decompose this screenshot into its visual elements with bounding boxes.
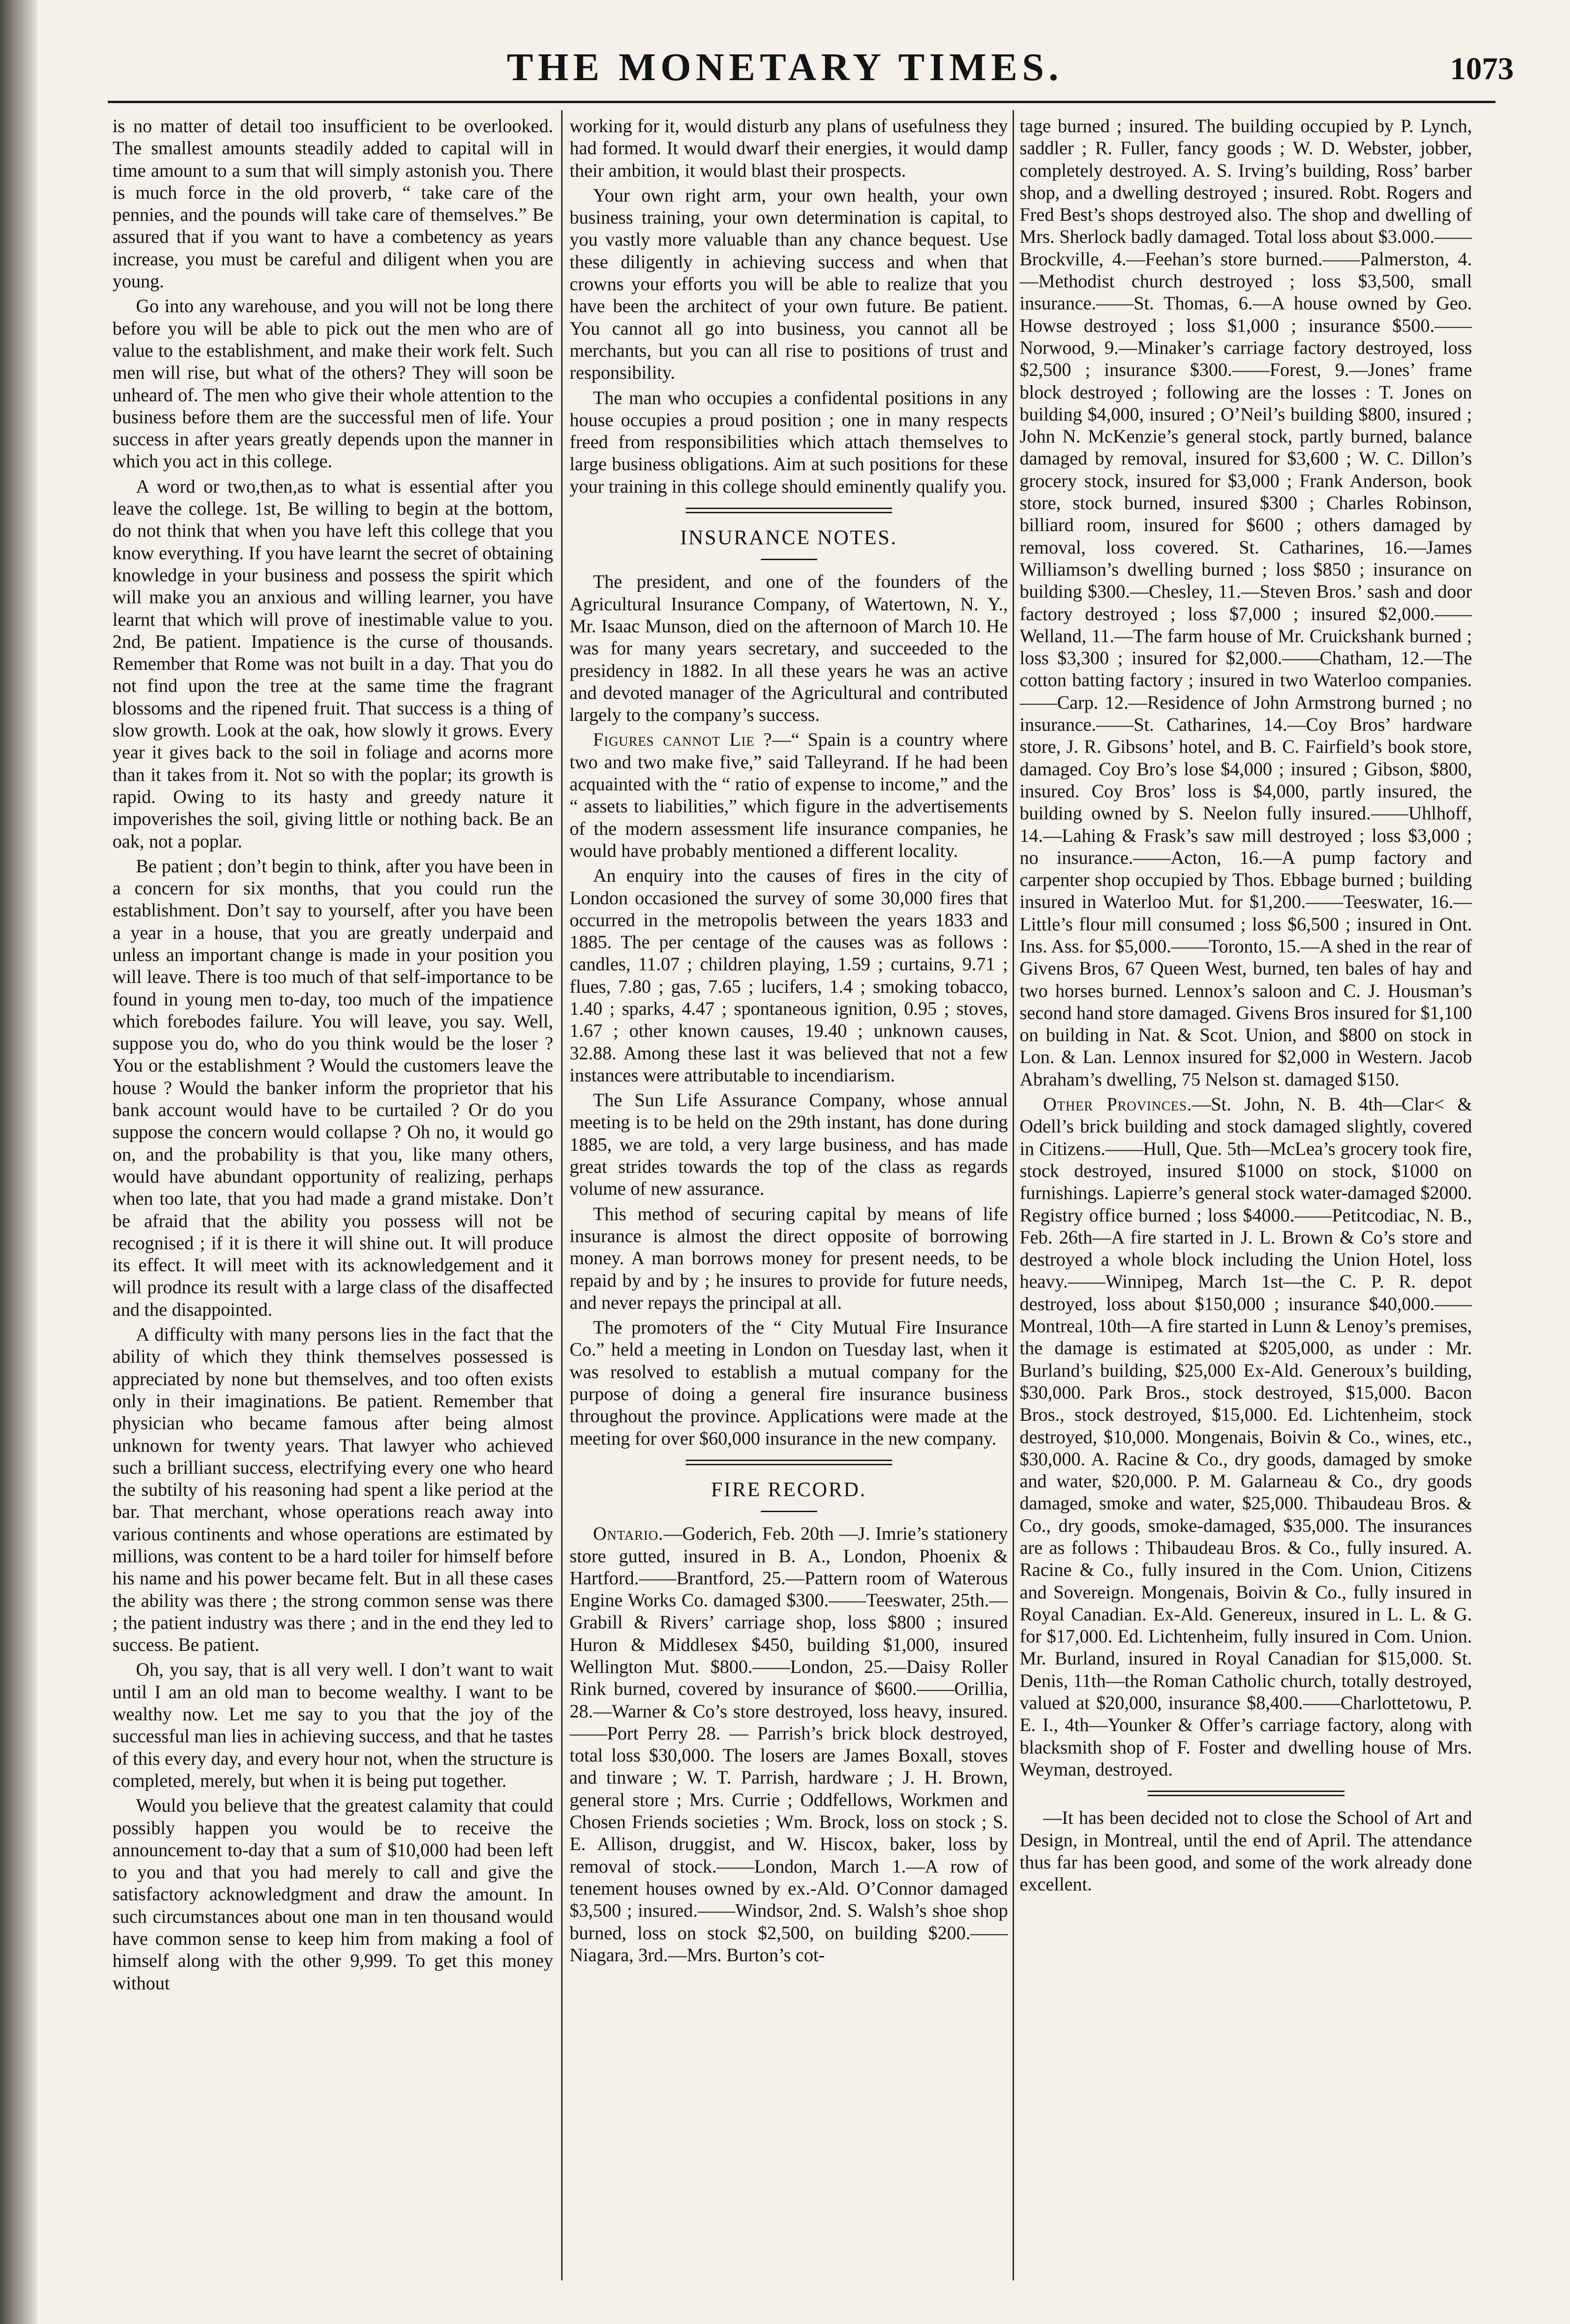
region-lead: Other Provinces. [1043,1094,1193,1115]
item-body: —“ Spain is a country where two and two make five,” said Talleyrand. If he had been acquainted with the “ ratio of expense to income,” and the “ assets to liabilities,” which figure in the advertisements of the modern assessment life insurance companies, he would have probably mentioned a different locality. [570,729,1008,861]
article-paragraph: A word or two,then,as to what is essential after you leave the college. 1st, Be willing to begin at the bottom, do not think that when you have left this college that you know everything. If you have learnt the secret of obtaining knowledge in your business and possess the spirit which will make you an anxious and willing learner, you have learnt that which will prove of inestimable value to you. 2nd, Be patient. Impatience is the curse of thousands. Remember that Rome was not built in a day. That you do not find upon the tree at the same time the fragrant blossoms and the ripened fruit. That success is a thing of slow growth. Look at the oak, how slowly it grows. Every year it gives back to the soil in foliage and acorns more than it takes from it. Not so with the poplar; its growth is rapid. Owing to its hasty and greedy nature it impoverishes the soil, giving little or nothing back. Be an oak, not a poplar. [113,475,553,852]
item-body: —Goderich, Feb. 20th —J. Imrie’s stationery store gutted, insured in B. A., London, Phoenix & Hartford.——Brantford, 25.—Pattern room of Waterous Engine Works Co. damaged $300.——Teeswater, 25th.—Grabill & Rivers’ carriage shop, loss $800 ; insured Huron & Middlesex $450, building $1,000, insured Wellington Mut. $800.——London, 25.—Daisy Roller Rink burned, covered by insurance of $600.——Orillia, 28.—Warner & Co’s store destroyed, loss heavy, insured.——Port Perry 28. — Parrish’s brick block destroyed, total loss $30,000. The losers are James Boxall, stoves and tinware ; W. T. Parrish, hardware ; J. H. Brown, general store ; Mrs. Currie ; Oddfellows, Workmen and Chosen Friends societies ; Wm. Brock, loss on stock ; S. E. Allison, druggist, and W. Hiscox, baker, loss by removal of stock.——London, March 1.—A row of tenement houses owned by ex.-Ald. O’Connor damaged $3,500 ; insured.——Windsor, 2nd. S. Walsh’s shoe shop burned, loss on stock $2,500, on building $200.——Niagara, 3rd.—Mrs. Burton’s cot- [570,1523,1008,1965]
masthead [0,45,1570,96]
article-paragraph: Your own right arm, your own health, your own business training, your own determination is capital, to you vastly more valuable than any chance bequest. Use these diligently in achieving success and when that crowns your efforts you will be able to realize that you have been the architect of your own future. Be patient. You cannot all go into business, you cannot all be merchants, but you can all rise to positions of trust and responsibility. [570,184,1008,383]
column-3 [1020,115,1472,2280]
item-lead: Figures cannot Lie ? [593,729,773,750]
column-divider-1 [561,110,563,2280]
heading-underline [761,1511,817,1512]
header-rule [108,101,1495,103]
news-item: An enquiry into the causes of fires in the city of London occasioned the survey of some 30,000 fires that occurred in the metropolis between the years 1833 and 1885. The per centage of the causes was as follows : candles, 11.07 ; children playing, 1.59 ; curtains, 9.71 ; flues, 7.80 ; gas, 7.65 ; lucifers, 1.4 ; smoking tobacco, 1.40 ; sparks, 4.47 ; spontaneous ignition, 0.95 ; stoves, 1.67 ; other known causes, 19.40 ; unknown causes, 32.88. Among these last it was believed that not a few instances were attributable to incendiarism. [570,865,1008,1086]
fire-record-heading: FIRE RECORD. [711,1477,867,1501]
page-spine-shadow [0,0,38,2324]
column-divider-2 [1013,110,1014,2280]
news-item: This method of securing capital by means of life insurance is almost the direct opposite of borrowing money. A man borrows money for present needs, to be repaid by and by ; he insures to provide for future needs, and never repays the principal at all. [570,1203,1008,1313]
page-number: 1073 [1450,51,1514,86]
news-item [570,1522,1008,1966]
region-lead: Ontario. [593,1523,664,1544]
insurance-notes-heading: INSURANCE NOTES. [680,526,898,549]
news-item [570,728,1008,862]
section-separator [686,508,892,513]
column-1 [113,115,553,2280]
article-paragraph: working for it, would disturb any plans of usefulness they had formed. It would dwarf their energies, it would damp their ambition, it would blast their prospects. [570,115,1008,181]
article-paragraph: is no matter of detail too insufficient to be overlooked. The smallest amounts steadily added to capital will in time amount to a sum that will simply astonish you. There is much force in the old proverb, “ take care of the pennies, and the pounds will take care of themselves.” Be assured that if you want to have a combetency as years increase, you must be careful and diligent when you are young. [113,115,553,292]
news-item: tage burned ; insured. The building occupied by P. Lynch, saddler ; R. Fuller, fancy goods ; W. D. Webster, jobber, completely destroyed. A. S. Irving’s building, Ross’ barber shop, and a dwelling destroyed ; insured. Robt. Rogers and Fred Best’s shops destroyed also. The shop and dwelling of Mrs. Sherlock badly damaged. Total loss about $3.000.——Brockville, 4.—Feehan’s store burned.——Palmerston, 4.—Methodist church destroyed ; loss $3,500, small insurance.——St. Thomas, 6.—A house owned by Geo. Howse destroyed ; loss $1,000 ; insurance $500.——Norwood, 9.—Minaker’s carriage factory destroyed, loss $2,500 ; insurance $300.——Forest, 9.—Jones’ frame block destroyed ; following are the losses : T. Jones on building $4,000, insured ; O’Neil’s building $800, insured ; John N. McKenzie’s general stock, partly burned, balance damaged by removal, insured for $3,600 ; W. C. Dillon’s grocery stock, insured for $3,000 ; Frank Anderson, book store, stock burned, insured $300 ; Charles Robinson, billiard room, insured for $600 ; others damaged by removal, loss covered. St. Catharines, 16.—James Williamson’s dwelling burned ; loss $850 ; insurance on building $300.—Chesley, 11.—Steven Bros.’ sash and door factory destroyed ; loss $7,000 ; insured $2,000.——Welland, 11.—The farm house of Mr. Cruickshank burned ; loss $3,300 ; insured for $2,000.——Chatham, 12.—The cotton batting factory ; insured in two Waterloo companies.——Carp. 12.—Residence of John Armstrong burned ; no insurance.——St. Catharines, 14.—Coy Bros’ hardware store, J. R. Gibsons’ hotel, and B. C. Fairfield’s book store, damaged. Coy Bro’s lose $4,000 ; insured ; Gibson, $800, insured. Coy Bros’ loss is $4,000, partly insured, the building owned by S. Neelon fully insured.——Uhlhoff, 14.—Lahing & Frask’s saw mill destroyed ; loss $3,000 ; no insurance.——Acton, 16.—A pump factory and carpenter shop occupied by Thos. Ebbage burned ; building insured in Waterloo Mut. for $1,200.——Teeswater, 16.—Little’s flour mill consumed ; loss $6,500 ; insured in Ont. Ins. Ass. for $5,000.——Toronto, 15.—A shed in the rear of Givens Bros, 67 Queen West, burned, ten bales of hay and two horses burned. Lennox’s saloon and C. J. Housman’s second hand store damaged. Givens Bros insured for $1,100 on building in Nat. & Scot. Union, and $800 on stock in Lon. & Lan. Lennox insured for $2,000 in Western. Jacob Abraham’s dwelling, 75 Nelson st. damaged $150. [1020,115,1472,1090]
news-item [1020,1093,1472,1780]
section-separator [1148,1791,1345,1796]
article-paragraph: The man who occupies a confidental positions in any house occupies a proud position ; one in many respects freed from responsibilities which attach themselves to large business obligations. Aim at such positions for these your training in this college should eminently qualify you. [570,387,1008,497]
section-separator [686,1460,892,1465]
article-paragraph: Oh, you say, that is all very well. I don’t want to wait until I am an old man to become wealthy. I want to be wealthy now. Let me say to you that the joy of the successful man lies in achieving success, and that he tastes of this every day, and every hour not, when the structure is completed, merely, but when it is being put together. [113,1659,553,1791]
article-paragraph: Would you believe that the greatest calamity that could possibly happen you would be to receive the announcement to-day that a sum of $10,000 had been left to you and that you had merely to call and give the satisfactory acknowledgment and draw the amount. In such circumstances about one man in ten thousand would have common sense to keep him from making a fool of himself along with the other 9,999. To get this money without [113,1795,553,1994]
column-2 [570,115,1008,2280]
item-body: —St. John, N. B. 4th—Clar< & Odell’s brick building and stock damaged slightly, covered in Citizens.——Hull, Que. 5th—McLea’s grocery took fire, stock destroyed, insured $1000 on stock, $1000 on furnishings. Lapierre’s general stock water-damaged $2000. Registry office burned ; loss $4000.——Petitcodiac, N. B., Feb. 26th—A fire started in J. L. Brown & Co’s store and destroyed a whole block including the Union Hotel, loss heavy.——Winnipeg, March 1st—the C. P. R. depot destroyed, loss about $150,000 ; insurance $40,000.——Montreal, 10th—A fire started in Lunn & Lenoy’s premises, the damage is estimated at $205,000, as under : Mr. Burland’s building, $25,000 Ex-Ald. Generoux’s building, $30,000. Park Bros., stock destroyed, $15,000. Bacon Bros., stock destroyed, $15,000. Ed. Lichtenheim, stock destroyed, $10,000. Mongenais, Boivin & Co., wines, etc., $30,000. A. Racine & Co., dry goods, damaged by smoke and water, $20,000. P. M. Galarneau & Co., dry goods damaged, smoke and water, $25,000. Thibaudeau Bros. & Co., dry goods, smoke-damaged, $35,000. The insurances are as follows : Thibaudeau Bros. & Co., fully insured. A. Racine & Co., fully insured in the Com. Union, Citizens and Sovereign. Mongenais, Boivin & Co., fully insured in Royal Canadian. Ex-Ald. Genereux, insured in L. L. & G. for $17,000. Ed. Lichtenheim, fully insured in Com. Union. Mr. Burland, insured in Royal Canadian for $15,000. St. Denis, 11th—the Roman Catholic church, totally destroyed, valued at $20,000, insurance $8,400.——Charlottetowu, P. E. I., 4th—Younker & Offer’s carriage factory, along with blacksmith shop of F. Foster and dwelling house of Mrs. Weyman, destroyed. [1020,1094,1472,1780]
article-paragraph: A difficulty with many persons lies in the fact that the ability of which they think themselves possessed is appreciated by none but themselves, and too often exists only in their imaginations. Be patient. Remember that physician who became famous after being almost unknown for twenty years. That lawyer who achieved such a brilliant success, electrifying every one who heard the subtilty of his reasoning had spent a like period at the bar. That merchant, whose operations reach away into various continents and whose operations are estimated by millions, was content to be a hard toiler for himself before his name and his power became felt. But in all these cases the ability was there ; the strong common sense was there ; the patient industry was there ; and in the end they led to success. Be patient. [113,1324,553,1656]
heading-underline [761,559,817,560]
news-item: The Sun Life Assurance Company, whose annual meeting is to be held on the 29th instant, has done during 1885, we are told, a very large business, and has made great strides towards the top of the class as regards volume of new assurance. [570,1089,1008,1199]
news-item: The president, and one of the founders of the Agricultural Insurance Company, of Watertown, N. Y., Mr. Isaac Munson, died on the afternoon of March 10. He was for many years secretary, and succeeded to the presidency in 1882. In all these years he was an active and devoted manager of the Agricultural and contributed largely to the company’s success. [570,571,1008,726]
publication-title: THE MONETARY TIMES. [507,45,1063,89]
news-item: The promoters of the “ City Mutual Fire Insurance Co.” held a meeting in London on Tuesday last, when it was resolved to establish a mutual company for the purpose of doing a general fire insurance business throughout the province. Applications were made at the meeting for over $60,000 insurance in the new company. [570,1317,1008,1449]
article-paragraph: Go into any warehouse, and you will not be long there before you will be able to pick out the men who are of value to the establishment, and make their work felt. Such men will rise, but what of the others? They will soon be unheard of. The men who give their whole attention to the business before them are the successful men of life. Your success in after years greatly depends upon the manner in which you act in this college. [113,295,553,472]
news-item: —It has been decided not to close the School of Art and Design, in Montreal, until the end of April. The attendance thus far has been good, and some of the work already done excellent. [1020,1807,1472,1895]
article-paragraph: Be patient ; don’t begin to think, after you have been in a concern for six months, that you could run the establishment. Don’t say to yourself, after you have been a year in a house, that you are greatly underpaid and unless an important change is made in your position you will leave. There is too much of that self-importance to be found in young men to-day, too much of the impatience which forebodes failure. You will leave, you say. Well, suppose you do, who do you think would be the loser ? You or the establishment ? Would the customers leave the house ? Would the banker inform the proprietor that his bank account would have to be curtailed ? Or do you suppose the concern would collapse ? Oh no, it would go on, and the probability is that you, like many others, would have abundant opportunity of realizing, perhaps when too late, that you had made a grand mistake. Don’t be afraid that the ability you possess will not be recognised ; if it is there it will shine out. It will produce its effect. It will meet with its acknowledgement and it will prodnce its result with a large class of the disaffected and the disappointed. [113,855,553,1320]
